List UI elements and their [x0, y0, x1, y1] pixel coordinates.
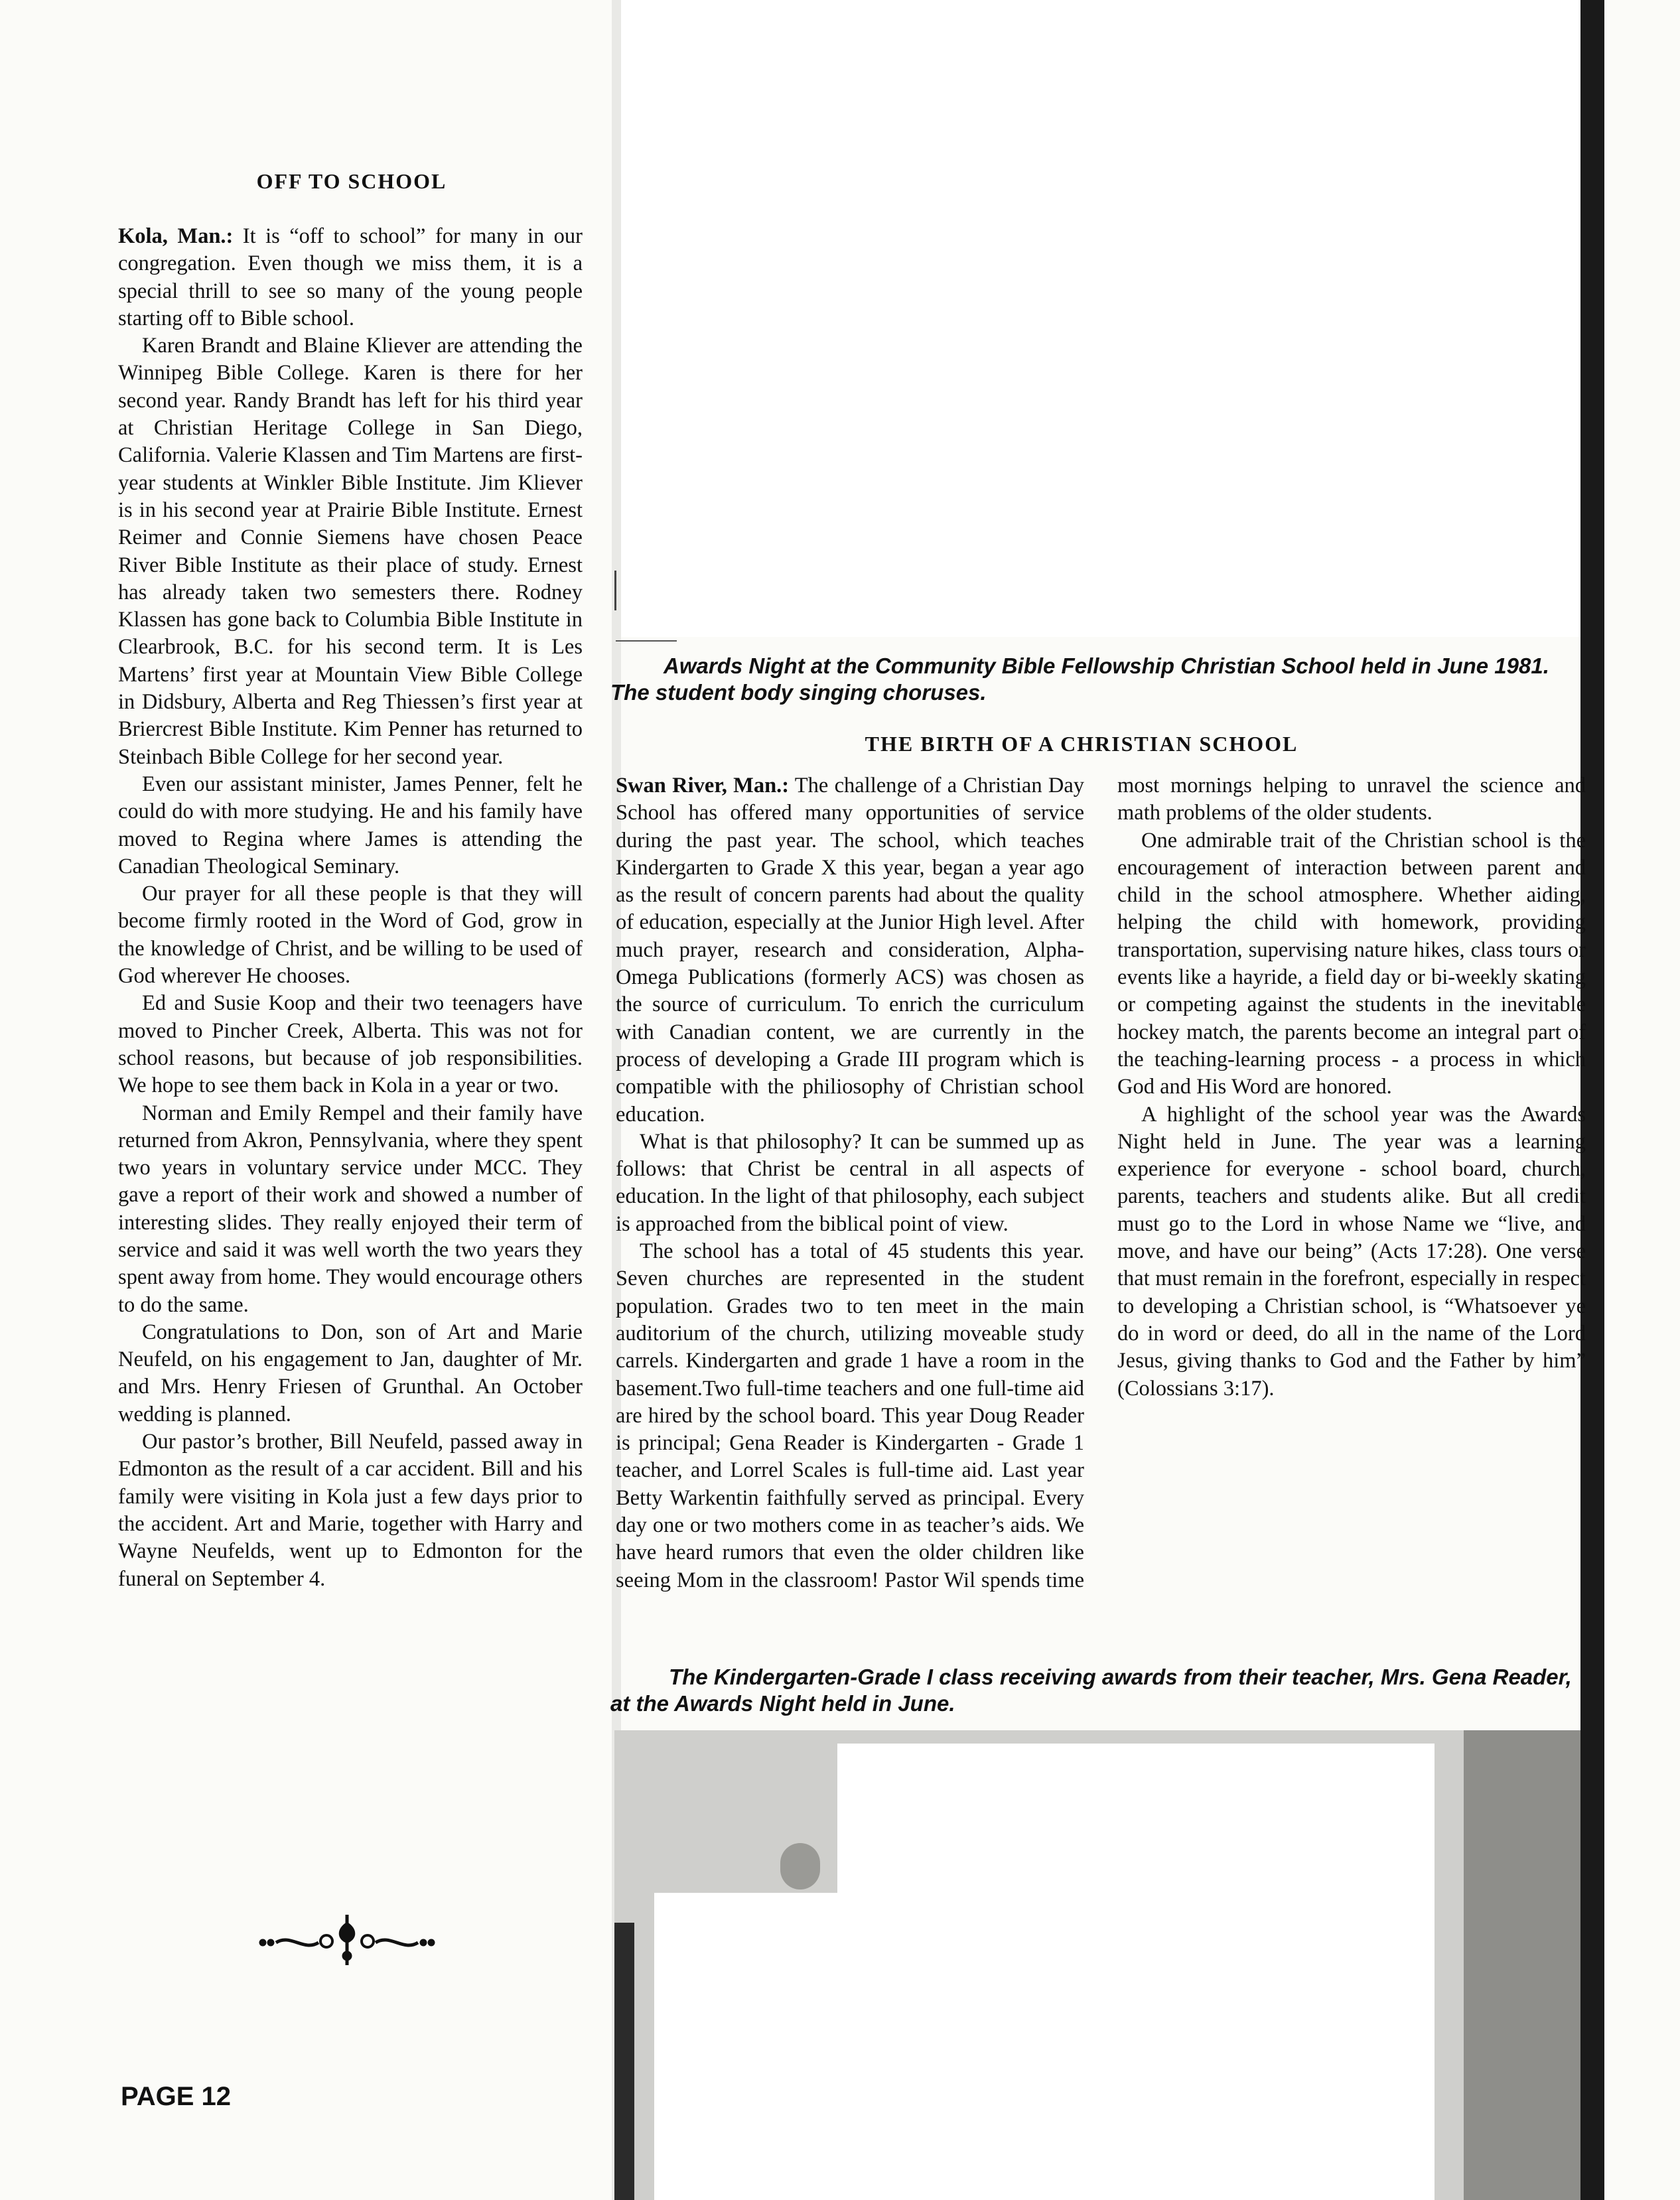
photo-kindergarten-class — [614, 1730, 1580, 2200]
left-paragraph-1 — [118, 223, 583, 332]
left-paragraph-5: Ed and Susie Koop and their two teenagers have moved to Pincher Creek, Alberta. This was not for school reasons, but because of job responsibilities. We hope to see them back in Kola in a year or two. — [118, 991, 583, 1098]
dateline-kola: Kola, Man.: — [118, 224, 234, 248]
caption-kindergarten-awards: The Kindergarten-Grade I class receiving awards from their teacher, Mrs. Gena Reader, at the Awards Night held in June. — [610, 1665, 1572, 1716]
photo-awards-night — [621, 0, 1580, 637]
photo-bottom-border — [616, 640, 677, 642]
photo-left-edge — [614, 571, 616, 610]
left-column — [118, 223, 583, 1593]
right-article-columns — [616, 772, 1586, 1628]
left-paragraph-4: Our prayer for all these people is that they will become firmly rooted in the Word of God, grow in the knowledge of Christ, and be willing to be used of God wherever He chooses. — [118, 882, 583, 989]
heading-birth-of-christian-school: THE BIRTH OF A CHRISTIAN SCHOOL — [865, 732, 1298, 756]
photo-right-strip — [1464, 1730, 1580, 2200]
left-paragraph-3: Even our assistant minister, James Penner, felt he could do with more studying. He and his family have moved to Regina where James is attending the Canadian Theological Seminary. — [118, 772, 583, 878]
right-p1-text: The challenge of a Christian Day School has offered many opportunities of service during the past year. The school, which teaches Kindergarten to Grade X this year, began a year ago as the result of concern parents had about the quality of education, especially at the Junior High level. After much prayer, research and consideration, Alpha-Omega Publications (formerly ACS) was chosen as the source of curriculum. To enrich the curriculum with Canadian content, we are currently in the process of developing a Grade III program which is compatible with the philiosophy of Christian school education. — [616, 774, 1084, 1127]
photo-dark-left-edge — [614, 1923, 634, 2200]
ornament-divider — [257, 1909, 437, 1969]
photo-redacted-bottom — [654, 1893, 1435, 2200]
right-paragraph-1 — [616, 772, 1084, 1129]
left-paragraph-8: Our pastor’s brother, Bill Neufeld, passed away in Edmonton as the result of a car accident. Bill and his family were visiting in Kola just a few days prior to the accident. Art and Marie, together with Harry and Wayne Neufelds, went up to Edmonton for the funeral on September 4. — [118, 1430, 583, 1591]
page-number: PAGE 12 — [121, 2082, 231, 2111]
caption-awards-night: Awards Night at the Community Bible Fellowship Christian School held in June 1981. The student body singing choruses. — [610, 653, 1549, 705]
left-paragraph-6: Norman and Emily Rempel and their family have returned from Akron, Pennsylvania, where they spent two years in voluntary service under MCC. They gave a report of their work and showed a number of interesting slides. They really enjoyed their term of service and said it was well worth the two years they spent away from home. They would encourage others to do the same. — [118, 1101, 583, 1317]
right-paragraph-2: What is that philosophy? It can be summed up as follows: that Christ be central in all aspects of education. In the light of that philosophy, each subject is approached from the biblical point of view. — [616, 1129, 1084, 1236]
photo-person-hint — [780, 1843, 820, 1890]
right-paragraph-5: A highlight of the school year was the Awards Night held in June. The year was a learning experience for everyone - school board, church, parents, teachers and students alike. But all credit must go to the Lord in whose Name we “live, and move, and have our being” (Acts 17:28). One verse that must remain in the forefront, especially in respect to developing a Christian school, is “Whatsoever ye do in word or deed, do all in the name of the Lord Jesus, giving thanks to God and the Father by him” (Colossians 3:17). — [1117, 1102, 1586, 1401]
heading-off-to-school: OFF TO SCHOOL — [256, 169, 447, 193]
dateline-swan-river: Swan River, Man.: — [616, 774, 790, 797]
right-paragraph-4: One admirable trait of the Christian school is the encouragement of interaction between parent and child in the school atmosphere. Whether aiding, helping the child with homework, providing transportation, supervising nature hikes, class tours or events like a hayride, a field day or bi-weekly skating or competing against the students in the inevitable hockey match, the parents become an integral part of the teaching-learning process - a process in which God and His Word are honored. — [1117, 828, 1586, 1099]
left-p1-text: It is “off to school” for many in our congregation. Even though we miss them, it is a special thrill to see so many of the young people starting off to Bible school. — [118, 224, 583, 330]
right-paragraph-3: The school has a total of 45 students this year. Seven churches are represented in the student population. Grades two to ten meet in the main auditorium of the church, utilizing moveable study carrels. Kindergarten and grade 1 have a room in the basement.Two full-time teachers and one full-time aid are hired by the school board. This year Doug Reader is principal; Gena Reader is Kindergarten - Grade 1 teacher, and Lorrel Scales is full-time aid. Last year Betty Warkentin faithfully served as principal. Every day one or two mothers come in as teacher’s aids. We have heard rumors that even the older children like seeing Mom in the classroom! Pastor Wil spends time most mornings helping to unravel the science and math problems of the older students. — [616, 774, 1586, 1592]
left-paragraph-2: Karen Brandt and Blaine Kliever are attending the Winnipeg Bible College. Karen is there for her second year. Randy Brandt has left for his third year at Christian Heritage College in San Diego, California. Valerie Klassen and Tim Martens are first-year students at Winkler Bible Institute. Jim Kliever is in his second year at Prairie Bible Institute. Ernest Reimer and Connie Siemens have chosen Peace River Bible Institute as their place of study. Ernest has already taken two semesters there. Rodney Klassen has gone back to Columbia Bible Institute in Clearbrook, B.C. for his second term. It is Les Martens’ first year at Mountain View Bible College in Didsbury, Alberta and Reg Thiessen’s first year at Briercrest Bible Institute. Kim Penner has returned to Steinbach Bible College for her second year. — [118, 334, 583, 769]
left-paragraph-7: Congratulations to Don, son of Art and Marie Neufeld, on his engagement to Jan, daughter of Mr. and Mrs. Henry Friesen of Grunthal. An October wedding is planned. — [118, 1320, 583, 1426]
